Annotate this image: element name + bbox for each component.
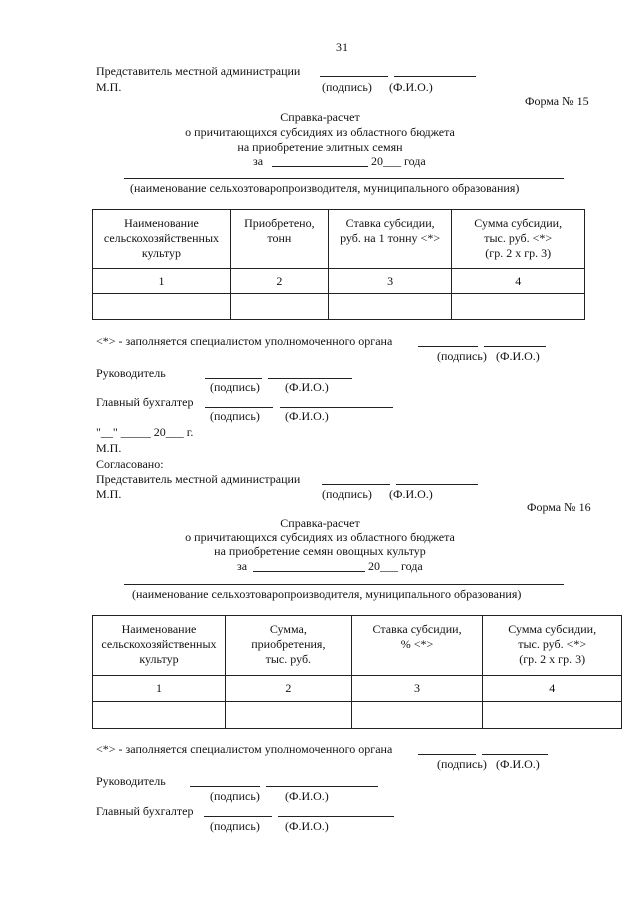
fio-line xyxy=(280,407,393,408)
column-number: 4 xyxy=(452,269,585,294)
signature-caption: (подпись) xyxy=(210,409,260,423)
form-number: Форма № 15 xyxy=(525,94,589,108)
column-header: Ставка субсидии, руб. на 1 тонну <*> xyxy=(328,210,452,269)
org-caption: (наименование сельхозтоваропроизводителя, муниципального образования) xyxy=(132,587,522,601)
column-number: 3 xyxy=(351,676,483,702)
table-cell xyxy=(351,702,483,729)
column-header: Приобретено, тонн xyxy=(230,210,328,269)
signature-line xyxy=(320,76,388,77)
signature-line xyxy=(205,407,273,408)
signature-line xyxy=(205,378,262,379)
form-title: Справка-расчет xyxy=(280,110,360,124)
agreed-label: Согласовано: xyxy=(96,457,164,471)
fio-line xyxy=(278,816,394,817)
fio-line xyxy=(484,346,546,347)
period-year: 20___ года xyxy=(371,154,426,168)
chief-accountant-label: Главный бухгалтер xyxy=(96,804,194,818)
fio-line xyxy=(268,378,352,379)
footnote: <*> - заполняется специалистом уполномоченного органа xyxy=(96,742,393,756)
head-label: Руководитель xyxy=(96,774,166,788)
table-cell xyxy=(230,294,328,320)
signature-line xyxy=(204,816,272,817)
fio-caption: (Ф.И.О.) xyxy=(389,80,433,94)
date-line: "__" _____ 20___ г. xyxy=(96,425,194,439)
column-header: Ставка субсидии, % <*> xyxy=(351,616,483,676)
table-cell xyxy=(93,294,231,320)
form-subtitle: о причитающихся субсидиях из областного бюджета xyxy=(185,125,455,139)
form-title: Справка-расчет xyxy=(280,516,360,530)
head-label: Руководитель xyxy=(96,366,166,380)
table-cell xyxy=(483,702,622,729)
fio-line xyxy=(396,484,478,485)
fio-caption: (Ф.И.О.) xyxy=(285,409,329,423)
fio-caption: (Ф.И.О.) xyxy=(285,380,329,394)
fio-caption: (Ф.И.О.) xyxy=(496,757,540,771)
representative-label: Представитель местной администрации xyxy=(96,64,301,78)
org-caption: (наименование сельхозтоваропроизводителя, муниципального образования) xyxy=(130,181,520,195)
column-header: Сумма субсидии, тыс. руб. <*> (гр. 2 х гр. 3) xyxy=(452,210,585,269)
form-subtitle: о причитающихся субсидиях из областного бюджета xyxy=(185,530,455,544)
fio-caption: (Ф.И.О.) xyxy=(285,819,329,833)
signature-line xyxy=(418,346,478,347)
fio-caption: (Ф.И.О.) xyxy=(496,349,540,363)
signature-caption: (подпись) xyxy=(437,757,487,771)
period-year: 20___ года xyxy=(368,559,423,573)
fio-line xyxy=(482,754,548,755)
signature-caption: (подпись) xyxy=(322,80,372,94)
fio-caption: (Ф.И.О.) xyxy=(389,487,433,501)
stamp-label: М.П. xyxy=(96,80,122,94)
signature-caption: (подпись) xyxy=(322,487,372,501)
table-cell xyxy=(93,702,226,729)
form-number: Форма № 16 xyxy=(527,500,591,514)
table-cell xyxy=(452,294,585,320)
subsidy-table xyxy=(92,209,585,320)
stamp-label: М.П. xyxy=(96,487,122,501)
column-number: 3 xyxy=(328,269,452,294)
signature-caption: (подпись) xyxy=(210,819,260,833)
signature-caption: (подпись) xyxy=(437,349,487,363)
representative-label: Представитель местной администрации xyxy=(96,472,301,486)
period-prefix: за xyxy=(237,559,248,573)
page-number: 31 xyxy=(336,40,348,54)
period-line xyxy=(272,166,368,167)
period-prefix: за xyxy=(253,154,264,168)
signature-caption: (подпись) xyxy=(210,789,260,803)
subsidy-table xyxy=(92,615,622,729)
footnote: <*> - заполняется специалистом уполномоченного органа xyxy=(96,334,393,348)
fio-line xyxy=(266,786,378,787)
column-header: Сумма, приобретения, тыс. руб. xyxy=(225,616,351,676)
org-line xyxy=(124,584,564,585)
stamp-label: М.П. xyxy=(96,441,122,455)
period-line xyxy=(253,571,365,572)
column-number: 1 xyxy=(93,676,226,702)
fio-line xyxy=(394,76,476,77)
signature-caption: (подпись) xyxy=(210,380,260,394)
form-subtitle: на приобретение элитных семян xyxy=(237,140,403,154)
form-subtitle: на приобретение семян овощных культур xyxy=(214,544,426,558)
fio-caption: (Ф.И.О.) xyxy=(285,789,329,803)
signature-line xyxy=(190,786,260,787)
chief-accountant-label: Главный бухгалтер xyxy=(96,395,194,409)
table-cell xyxy=(225,702,351,729)
table-cell xyxy=(328,294,452,320)
column-header: Наименование сельскохозяйственных культур xyxy=(93,616,226,676)
org-line xyxy=(124,178,564,179)
column-number: 2 xyxy=(225,676,351,702)
signature-line xyxy=(418,754,476,755)
column-number: 4 xyxy=(483,676,622,702)
column-number: 2 xyxy=(230,269,328,294)
column-number: 1 xyxy=(93,269,231,294)
column-header: Наименование сельскохозяйственных культур xyxy=(93,210,231,269)
signature-line xyxy=(322,484,390,485)
column-header: Сумма субсидии, тыс. руб. <*> (гр. 2 х гр. 3) xyxy=(483,616,622,676)
